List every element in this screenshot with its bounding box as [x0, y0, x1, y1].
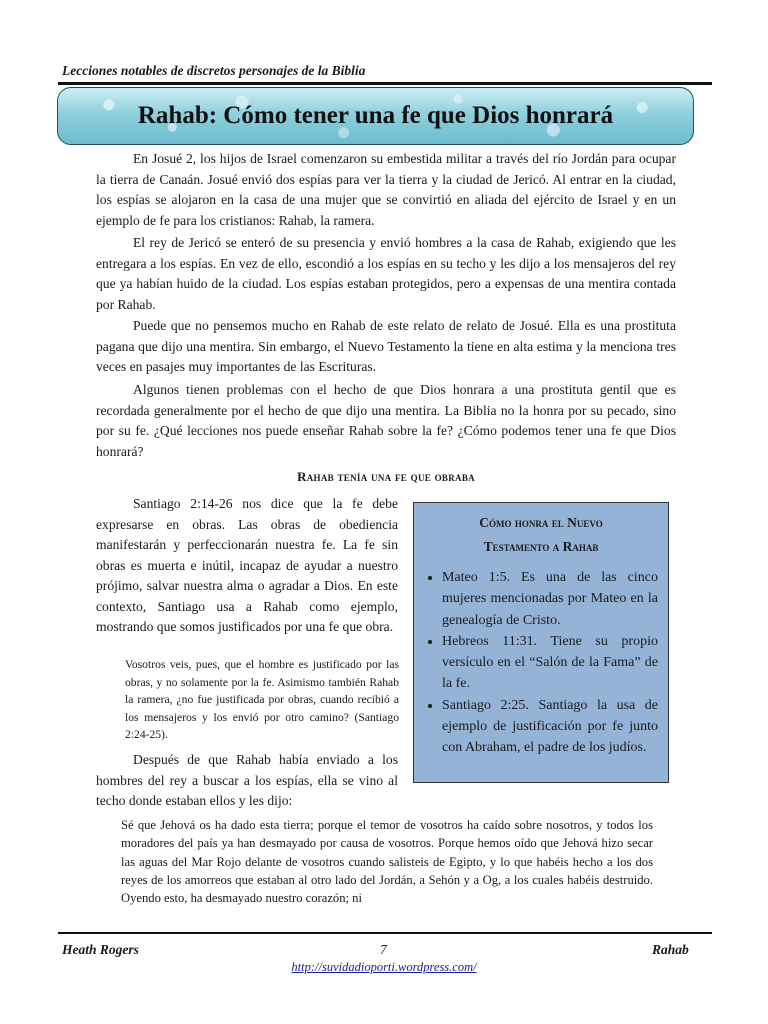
page-title: Rahab: Cómo tener una fe que Dios honrará [137, 102, 614, 129]
intro-paragraph-1: En Josué 2, los hijos de Israel comenzaron su embestida militar a través del río Jordán para ocupar la tierra de Canaán. Josué envió dos espías para ver la tierra y la ciudad de Jericó. Al entrar en la ciudad, los espías se alojaron en la casa de una mujer que se convirtió en aliada del ejército de Israel y en un ejemplo de fe para los cristianos: Rahab, la ramera. [96, 151, 676, 228]
footer-url-link[interactable]: http://suvidadioporti.wordpress.com/ [291, 960, 477, 974]
sidebar-heading [424, 511, 658, 559]
block-quote: Sé que Jehová os ha dado esta tierra; porque el temor de vosotros ha caído sobre nosotros, y todos los moradores del país ya han desmayado por causa de vosotros. Porque hemos oído que Jehová hizo secar las aguas del Mar Rojo delante de vosotros cuando salisteis de Egipto, y lo que habéis hecho a los dos reyes de los amorreos que estaban al otro lado del Jordán, a Sehón y a Og, a los cuales habéis destruido. Oyendo esto, ha desmayado nuestro corazón; ni [121, 818, 653, 906]
section-heading: Rahab tenía una fe que obraba [297, 469, 475, 484]
title-banner [57, 87, 694, 145]
sidebar-item-mateo: • Mateo 1:5. Es una de las cinco mujeres mencionadas por Mateo en la genealogía de Cristo. [442, 567, 658, 631]
sidebar-item-santiago: • Santiago 2:25. Santiago la usa de ejemplo de justificación por fe junto con Abraham, el padre de los judíos. [442, 695, 658, 759]
running-header: Lecciones notables de discretos personajes de la Biblia [62, 63, 366, 78]
intro-paragraph-2: El rey de Jericó se enteró de su presencia y envió hombres a la casa de Rahab, exigiendo que les entregara a los espías. En vez de ello, escondió a los espías en su techo y les dijo a los mensajeros del rey que ya habían huido de la ciudad. Los espías estaban protegidos, pero a expensas de una mentira contada por Rahab. [96, 235, 676, 312]
scripture-quote: Vosotros veis, pues, que el hombre es justificado por las obras, y no solamente por la fe. Asimismo también Rahab la ramera, ¿no fue justificada por obras, cuando recibió a los mensajeros y los envió por otro camino? (Santiago 2:24-25). [125, 658, 399, 742]
sidebar-heading-line-2: Testamento a Rahab [483, 539, 599, 554]
sidebar-item-hebreos: • Hebreos 11:31. Tiene su propio versículo en el “Salón de la Fama” de la fe. [442, 631, 658, 695]
sidebar-heading-line-1: Cómo honra el Nuevo [479, 515, 603, 530]
sidebar-box [413, 502, 669, 783]
footer-rule [58, 932, 712, 934]
sidebar-list [424, 567, 658, 759]
column-paragraph-2: Después de que Rahab había enviado a los hombres del rey a buscar a los espías, ella se vino al techo donde estaban ellos y les dijo: [96, 752, 398, 808]
footer-chapter: Rahab [652, 942, 689, 957]
footer-page-number: 7 [380, 942, 387, 957]
column-paragraph-1: Santiago 2:14-26 nos dice que la fe debe expresarse en obras. Las obras de obediencia manifestarán y perfeccionarán nuestra fe. La fe sin obras es muerta e inútil, incapaz de ayudar a nuestro prójimo, salvar nuestra alma o agradar a Dios. En este contexto, Santiago usa a Rahab como ejemplo, mostrando que somos justificados por una fe que obra. [96, 496, 398, 634]
footer-author: Heath Rogers [62, 942, 139, 957]
header-rule [58, 82, 712, 85]
intro-paragraph-3: Puede que no pensemos mucho en Rahab de este relato de relato de Josué. Ella es una prostituta pagana que dijo una mentira. Sin embargo, el Nuevo Testamento la tiene en alta estima y la menciona tres veces en pasajes muy importantes de las Escrituras. [96, 318, 676, 374]
intro-paragraph-4: Algunos tienen problemas con el hecho de que Dios honrara a una prostituta gentil que es recordada generalmente por el hecho de que dijo una mentira. La Biblia no la honra por su pecado, sino por su fe. ¿Qué lecciones nos puede enseñar Rahab sobre la fe? ¿Cómo podemos tener una fe que Dios honrará? [96, 382, 676, 459]
